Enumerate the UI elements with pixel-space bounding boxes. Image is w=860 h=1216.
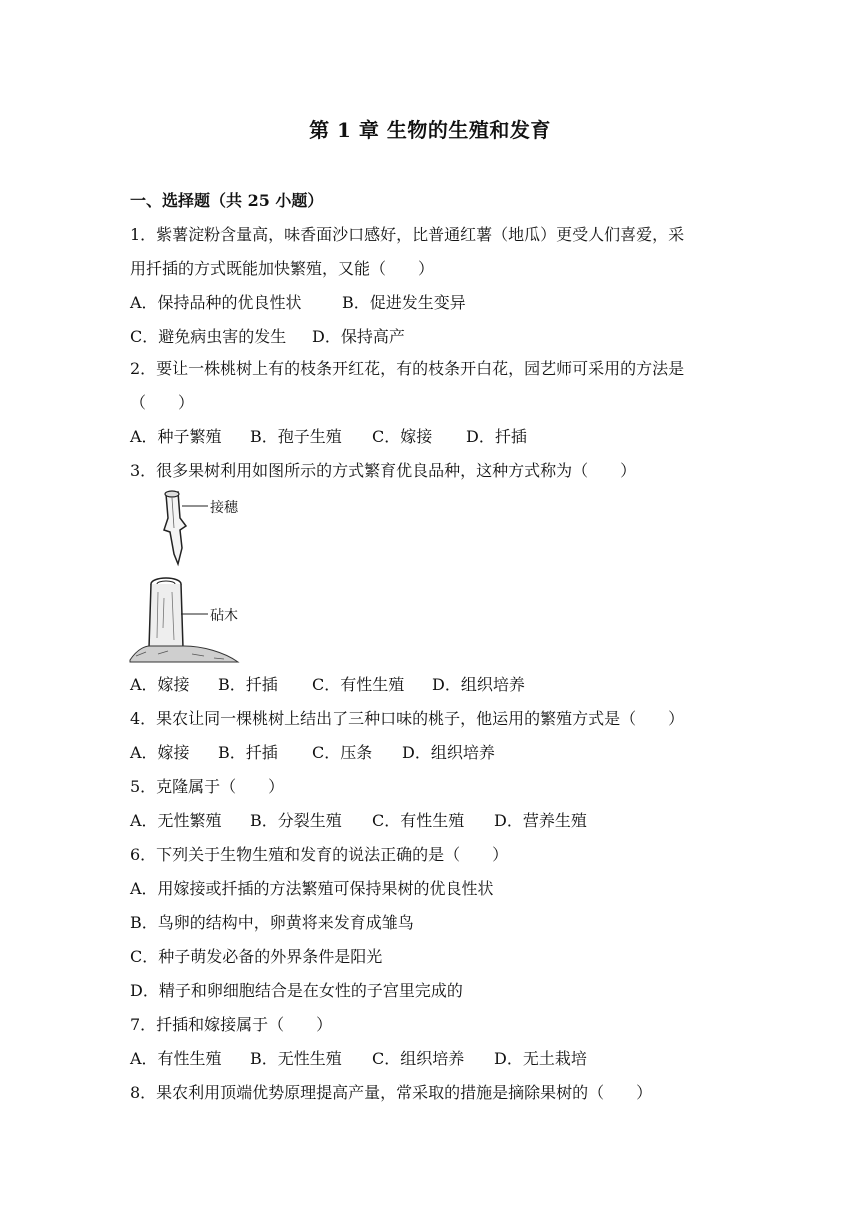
page-title: 第 1 章 生物的生殖和发育: [309, 118, 551, 142]
question-5-line-1: 5．克隆属于（ ）: [130, 777, 285, 796]
question-2-line-2: （ ）: [130, 393, 195, 412]
question-5-option-a: A．无性繁殖: [130, 811, 222, 830]
question-2-option-d: D．扦插: [466, 427, 527, 446]
question-1-option-a: A．保持品种的优良性状: [130, 293, 302, 312]
question-4-option-c: C．压条: [312, 743, 373, 762]
question-3-option-b: B．扦插: [218, 675, 278, 694]
question-1-line-2: 用扦插的方式既能加快繁殖，又能（ ）: [130, 259, 435, 278]
section-heading: 一、选择题（共 25 小题）: [130, 191, 324, 210]
question-7-option-c: C．组织培养: [372, 1049, 465, 1068]
question-4-option-d: D．组织培养: [402, 743, 495, 762]
question-7-line-1: 7．扦插和嫁接属于（ ）: [130, 1015, 333, 1034]
question-4-option-b: B．扦插: [218, 743, 278, 762]
question-1-option-c: C．避免病虫害的发生: [130, 327, 287, 346]
question-3-option-c: C．有性生殖: [312, 675, 405, 694]
question-7-option-a: A．有性生殖: [130, 1049, 222, 1068]
question-3-line-1: 3．很多果树利用如图所示的方式繁育优良品种，这种方式称为（ ）: [130, 461, 637, 480]
scion-label: 接穗: [210, 500, 238, 516]
question-1-option-b: B．促进发生变异: [342, 293, 466, 312]
question-5-option-b: B．分裂生殖: [250, 811, 342, 830]
question-1-line-1: 1．紫薯淀粉含量高，味香面沙口感好，比普通红薯（地瓜）更受人们喜爱，采: [130, 225, 685, 244]
scion-shape: [164, 492, 186, 564]
question-5-option-c: C．有性生殖: [372, 811, 465, 830]
question-6-option-b: B．鸟卵的结构中，卵黄将来发育成雏鸟: [130, 913, 414, 932]
question-2-line-1: 2．要让一株桃树上有的枝条开红花，有的枝条开白花，园艺师可采用的方法是: [130, 359, 685, 378]
question-3-option-d: D．组织培养: [432, 675, 525, 694]
question-2-option-a: A．种子繁殖: [130, 427, 222, 446]
rootstock-label: 砧木: [210, 608, 238, 624]
question-5-option-d: D．营养生殖: [494, 811, 587, 830]
question-4-line-1: 4．果农让同一棵桃树上结出了三种口味的桃子，他运用的繁殖方式是（ ）: [130, 709, 685, 728]
question-2-option-b: B．孢子生殖: [250, 427, 342, 446]
question-7-option-b: B．无性生殖: [250, 1049, 342, 1068]
ground-shape: [130, 646, 238, 662]
question-7-option-d: D．无土栽培: [494, 1049, 587, 1068]
question-8-line-1: 8．果农利用顶端优势原理提高产量，常采取的措施是摘除果树的（ ）: [130, 1083, 653, 1102]
question-6-option-c: C．种子萌发必备的外界条件是阳光: [130, 947, 383, 966]
question-2-option-c: C．嫁接: [372, 427, 433, 446]
grafting-illustration: [128, 488, 278, 664]
question-3-option-a: A．嫁接: [130, 675, 190, 694]
question-6-option-a: A．用嫁接或扦插的方法繁殖可保持果树的优良性状: [130, 879, 494, 898]
rootstock-shape: [149, 584, 183, 648]
grafting-figure: [128, 488, 278, 664]
question-1-option-d: D．保持高产: [312, 327, 405, 346]
question-6-line-1: 6．下列关于生物生殖和发育的说法正确的是（ ）: [130, 845, 509, 864]
question-6-option-d: D．精子和卵细胞结合是在女性的子宫里完成的: [130, 981, 463, 1000]
question-4-option-a: A．嫁接: [130, 743, 190, 762]
